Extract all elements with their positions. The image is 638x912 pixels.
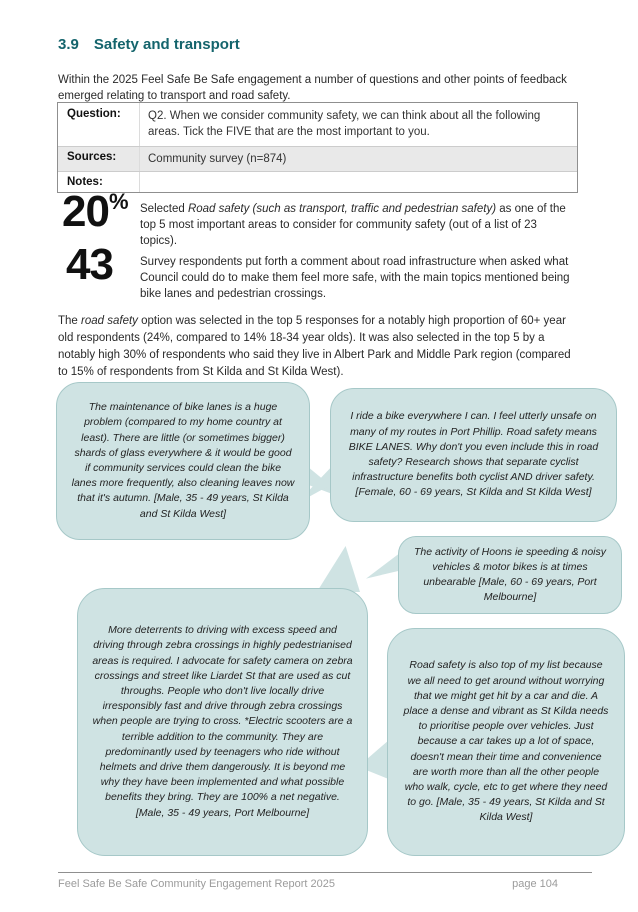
footer-divider — [58, 872, 592, 873]
stat-text-plain: Selected — [140, 202, 188, 215]
analysis-text-italic: road safety — [81, 314, 138, 327]
page-number: page 104 — [512, 878, 558, 890]
table-row-question — [58, 103, 577, 147]
analysis-text-plain: option was selected in the top 5 responses for a notably high proportion of 60+ year old respondents (24%, compared to 14% 18-34 year olds). It was also selected in the top 5 by a notably high 30% of respondents who said they live in Albert Park and Middle Park region (compared to 15% of respondents from St Kilda and St Kilda West). — [58, 314, 571, 378]
stat-text-plain: Survey respondents put forth a comment about road infrastructure when asked what Council could do to make them feel more safe, with the main topics mentioned being bike lanes and pedestrian crossings. — [140, 255, 570, 301]
quote-bubble-hoons — [398, 536, 622, 614]
quote-bubble-bike-lanes — [330, 388, 617, 522]
row-value: Q2. When we consider community safety, we can think about all the following areas. Tick the FIVE that are the most important to you. — [148, 110, 541, 139]
row-label: Question: — [58, 103, 140, 146]
speech-tail — [312, 546, 360, 592]
speech-tail — [366, 548, 402, 582]
quote-text: Road safety is also top of my list because we all need to get around without worrying that we might get hit by a car and die. A place a dense and vibrant as St Kilda needs to prioritise people over vehicles. Just because a car takes up a lot of space, doesn't mean their time and convenience are worth more than all the other people who walk, cycle, etc to get where they need to go. [Male, 35 - 49 years, St Kilda and St Kilda West] — [403, 659, 609, 824]
question-info-table — [57, 102, 578, 193]
quote-bubble-road-safety-priority — [387, 628, 625, 856]
row-value: Community survey (n=874) — [148, 153, 287, 166]
table-row-sources — [58, 147, 577, 172]
quote-text: The maintenance of bike lanes is a huge problem (compared to my home country at least). There are little (or sometimes bigger) shards of glass everywhere & it would be good if community services could clean the bike lanes more frequently, also cleaning leaves now that it's autumn. [Male, 35 - 49 years, St Kilda and St Kilda West] — [71, 401, 295, 520]
table-row-notes — [58, 172, 577, 192]
stat-text-plain: as one of the top 5 most important areas to consider for community safety (out of a list of 23 topics). — [140, 202, 566, 248]
row-value — [140, 172, 577, 192]
analysis-text-plain: The — [58, 314, 82, 327]
stat-percentage — [62, 187, 129, 236]
stat-percentage-description — [140, 201, 574, 250]
analysis-paragraph — [58, 313, 577, 381]
stat-count — [66, 240, 113, 289]
section-title: Safety and transport — [93, 36, 240, 53]
stat-count-description — [140, 254, 574, 303]
quote-text: I ride a bike everywhere I can. I feel utterly unsafe on many of my routes in Port Phillip. Road safety means BIKE LANES. Why don't you even include this in road safety? Research shows that separate cyclist infrastructure benefits both cyclist AND driver safety. [Female, 60 - 69 years, St Kilda and St Kilda West] — [348, 410, 599, 499]
quote-bubble-bike-lane-maintenance — [56, 382, 310, 540]
percent-sign: % — [108, 189, 129, 214]
quote-bubble-zebra-crossings — [77, 588, 368, 856]
section-number: 3.9 — [58, 36, 79, 53]
row-label: Sources: — [58, 147, 140, 171]
quote-text: More deterrents to driving with excess speed and driving through zebra crossings in highly pedestrianised areas is required. I advocate for safety camera on zebra crossings and street like Liardet St that are used as cut throughs. People who don't live locally drive irresponsibly fast and drive through zebra crossings when people are trying to cross. *Electric scooters are a terrible addition to the community. They are predominantly used by teenagers who ride without helmets and drive them dangerously. It is beyond me why they have been implemented and what possible benefits they bring. They are 100% a net negative. [Male, 35 - 49 years, Port Melbourne] — [92, 624, 353, 819]
quote-text: The activity of Hoons ie speeding & noisy vehicles & motor bikes is at times unbearable [Male, 60 - 69 years, Port Melbourne] — [413, 545, 607, 604]
intro-paragraph: Within the 2025 Feel Safe Be Safe engagement a number of questions and other points of feedback emerged relating to transport and road safety. — [58, 73, 567, 103]
row-label: Notes: — [58, 172, 140, 192]
page-footer — [58, 878, 592, 890]
footer-report-title: Feel Safe Be Safe Community Engagement Report 2025 — [58, 878, 335, 890]
stat-value: 43 — [66, 240, 113, 289]
stat-value: 20 — [62, 187, 109, 236]
stat-text-italic: Road safety (such as transport, traffic and pedestrian safety) — [187, 202, 497, 215]
section-heading — [58, 36, 240, 53]
